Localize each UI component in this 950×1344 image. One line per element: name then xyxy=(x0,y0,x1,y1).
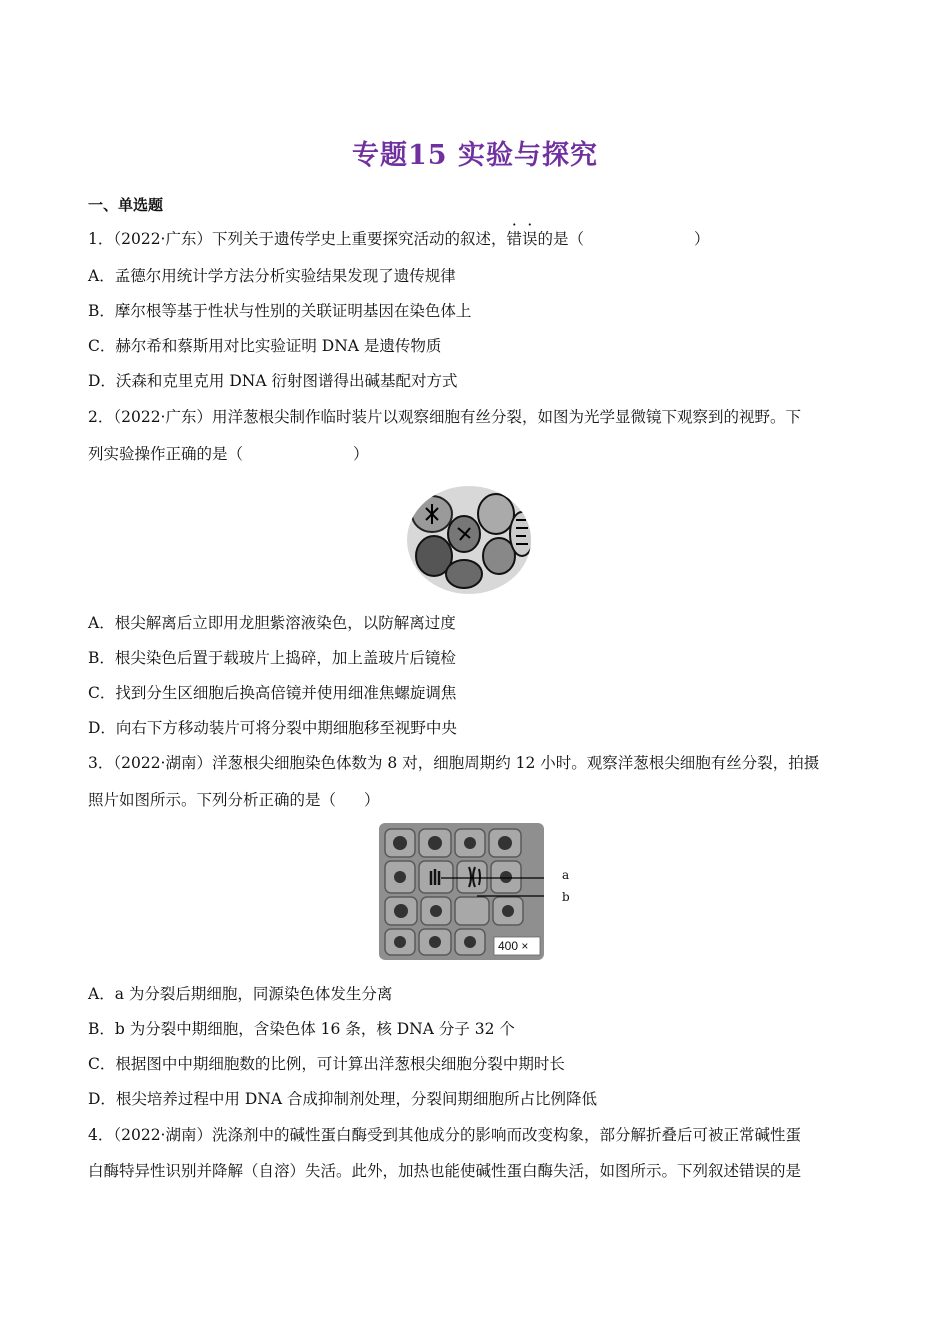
q1-emphasis xyxy=(507,230,538,248)
question-3-stem-line1: 3．（2022·湖南）洋葱根尖细胞染色体数为 8 对，细胞周期约 12 小时。观察洋葱根尖细胞有丝分裂，拍摄 xyxy=(88,754,820,772)
question-4-stem-line2: 白酶特异性识别并降解（自溶）失活。此外，加热也能使碱性蛋白酶失活，如图所示。下列叙述错误的是 xyxy=(88,1162,802,1180)
q1-close: ） xyxy=(694,230,710,248)
label-b: b xyxy=(562,890,570,904)
label-a: a xyxy=(562,868,570,882)
q3-option-b[interactable]: B．b 为分裂中期细胞，含染色体 16 条，核 DNA 分子 32 个 xyxy=(88,1020,515,1038)
question-2-stem-line2 xyxy=(88,443,863,465)
q3-option-d[interactable]: D．根尖培养过程中用 DNA 合成抑制剂处理，分裂间期细胞所占比例降低 xyxy=(88,1090,597,1108)
magnification-label: 400 × xyxy=(498,939,529,953)
q3-option-c[interactable]: C．根据图中中期细胞数的比例，可计算出洋葱根尖细胞分裂中期时长 xyxy=(88,1055,565,1073)
question-1-stem xyxy=(88,228,863,250)
question-3-stem-line2 xyxy=(88,789,863,811)
q2-close: ） xyxy=(353,445,369,463)
question-2-stem-line1: 2．（2022·广东）用洋葱根尖制作临时装片以观察细胞有丝分裂，如图为光学显微镜下观察到的视野。下 xyxy=(88,408,801,426)
cell-photo-figure xyxy=(379,823,574,960)
q2-option-d[interactable]: D．向右下方移动装片可将分裂中期细胞移至视野中央 xyxy=(88,719,457,737)
microscope-field-figure xyxy=(404,484,534,596)
q1-stem-pre: 1．（2022·广东）下列关于遗传学史上重要探究活动的叙述， xyxy=(88,230,507,248)
q2-option-c[interactable]: C．找到分生区细胞后换高倍镜并使用细准焦螺旋调焦 xyxy=(88,684,457,702)
emph-char-2: 误 xyxy=(522,230,538,248)
q3-option-a[interactable]: A．a 为分裂后期细胞，同源染色体发生分离 xyxy=(88,985,393,1003)
q1-option-a[interactable]: A．孟德尔用统计学方法分析实验结果发现了遗传规律 xyxy=(88,267,456,285)
q2-option-b[interactable]: B．根尖染色后置于载玻片上捣碎，加上盖玻片后镜检 xyxy=(88,649,456,667)
section-heading: 一、单选题 xyxy=(88,196,164,214)
emph-char-1: 错 xyxy=(506,230,523,248)
q2-option-a[interactable]: A．根尖解离后立即用龙胆紫溶液染色，以防解离过度 xyxy=(88,614,456,632)
page-title: 专题15 实验与探究 xyxy=(352,140,598,171)
q2-stem-text: 列实验操作正确的是（ xyxy=(88,445,244,463)
q1-option-b[interactable]: B．摩尔根等基于性状与性别的关联证明基因在染色体上 xyxy=(88,302,472,320)
q1-option-c[interactable]: C．赫尔希和蔡斯用对比实验证明 DNA 是遗传物质 xyxy=(88,337,442,355)
q3-close: ） xyxy=(364,791,380,809)
q1-option-d[interactable]: D．沃森和克里克用 DNA 衍射图谱得出碱基配对方式 xyxy=(88,372,458,390)
q1-stem-post: 的是（ xyxy=(537,230,585,248)
q3-stem-text: 照片如图所示。下列分析正确的是（ xyxy=(88,791,337,809)
question-4-stem-line1: 4．（2022·湖南）洗涤剂中的碱性蛋白酶受到其他成分的影响而改变构象，部分解折叠后可被正常碱性蛋 xyxy=(88,1126,801,1144)
